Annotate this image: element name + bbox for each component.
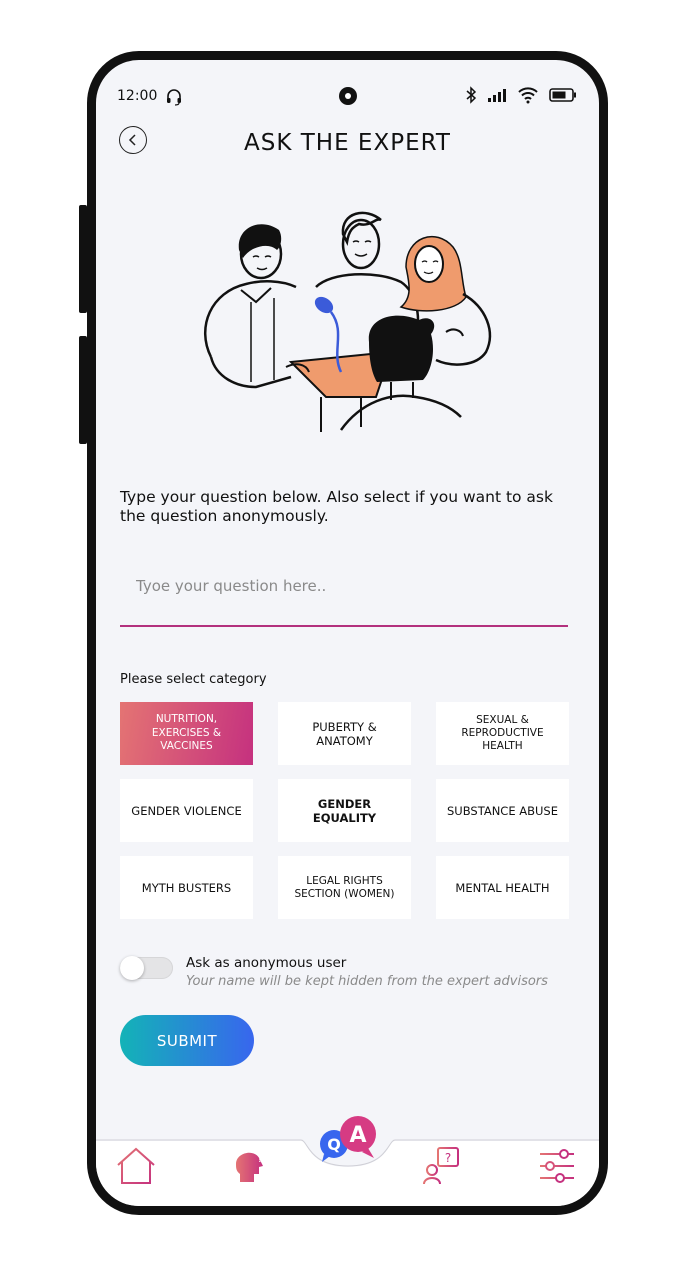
status-bar [96, 60, 599, 120]
wifi-icon [517, 86, 539, 108]
bottom-nav [96, 1123, 599, 1206]
category-substance-abuse[interactable]: SUBSTANCE ABUSE [436, 779, 569, 842]
category-mental-health[interactable]: MENTAL HEALTH [436, 856, 569, 919]
category-sexual-reproductive-health[interactable]: SEXUAL & REPRODUCTIVE HEALTH [436, 702, 569, 765]
experts-illustration [191, 202, 506, 446]
expert-question-icon[interactable] [420, 1146, 462, 1190]
category-legal-rights-women[interactable]: LEGAL RIGHTS SECTION (WOMEN) [278, 856, 411, 919]
front-camera [339, 87, 357, 105]
page-title: ASK THE EXPERT [244, 130, 451, 156]
category-grid [120, 702, 569, 919]
signal-icon [487, 87, 507, 107]
qa-letter-a: A [349, 1123, 367, 1148]
ask-question-head-icon[interactable] [230, 1146, 272, 1190]
bluetooth-icon [465, 86, 477, 108]
category-myth-busters[interactable]: MYTH BUSTERS [120, 856, 253, 919]
category-nutrition-exercises-vaccines[interactable]: NUTRITION, EXERCISES & VACCINES [120, 702, 253, 765]
category-puberty-anatomy[interactable]: PUBERTY & ANATOMY [278, 702, 411, 765]
submit-button[interactable]: SUBMIT [120, 1015, 254, 1066]
phone-side-button-upper [79, 205, 87, 313]
phone-side-button-lower [79, 336, 87, 444]
phone-screen [87, 51, 608, 1215]
svg-text:?: ? [257, 1152, 263, 1165]
qa-icon[interactable] [314, 1112, 382, 1168]
home-icon[interactable] [115, 1146, 157, 1190]
anonymous-toggle[interactable] [120, 957, 173, 979]
qa-letter-q: Q [327, 1135, 341, 1154]
category-label: Please select category [120, 672, 267, 687]
category-gender-violence[interactable]: GENDER VIOLENCE [120, 779, 253, 842]
battery-icon [549, 87, 577, 107]
instructions-text: Type your question below. Also select if you want to ask the question anonymously. [120, 488, 553, 525]
svg-text:?: ? [444, 1151, 452, 1165]
anonymous-helper-text: Your name will be kept hidden from the expert advisors [186, 974, 548, 989]
settings-sliders-icon[interactable] [536, 1146, 578, 1190]
category-gender-equality[interactable]: GENDER EQUALITY [278, 779, 411, 842]
status-time: 12:00 [117, 88, 158, 104]
anonymous-label: Ask as anonymous user [186, 955, 347, 971]
question-input[interactable] [120, 544, 568, 627]
headset-icon [165, 88, 183, 110]
toggle-knob [120, 956, 144, 980]
